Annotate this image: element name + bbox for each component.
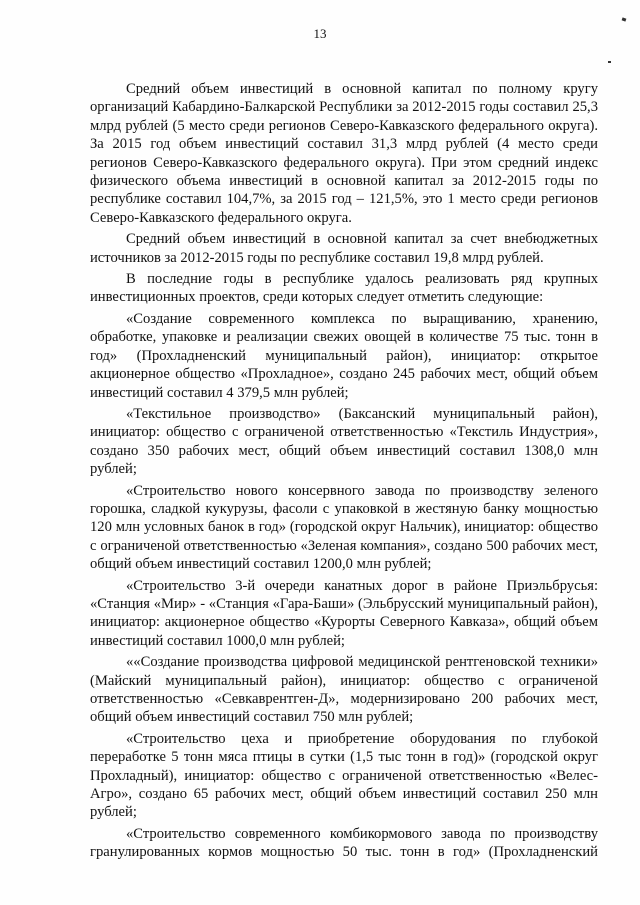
paragraph-extrabudgetary: Средний объем инвестиций в основной капитал за счет внебюджетных источников за 2012-2015 годы по республике составил 19,8 млрд рублей. [90, 231, 598, 266]
scan-mark [608, 61, 611, 63]
paragraph-project-cable-cars: «Строительство 3-й очереди канатных дорог в районе Приэльбрусья: «Станция «Мир» - «Станция «Гара-Баши» (Эльбрусский муниципальный район), инициатор: акционерное общество «Курорты Северного Кавказа», общий объем инвестиций составил 1000,0 млн рублей; [90, 577, 598, 649]
body-text [90, 80, 598, 865]
paragraph-investment-summary: Средний объем инвестиций в основной капитал по полному кругу организаций Кабардино-Балкарской Республики за 2012-2015 годы составил 25,3 млрд рублей (5 место среди регионов Северо-Кавказского федерального округа). За 2015 год объем инвестиций составил 31,3 млрд рублей (4 место среди регионов Северо-Кавказского федерального округа). При этом средний индекс физического объема инвестиций в основной капитал за 2012-2015 годы по республике составил 104,7%, за 2015 год – 121,5%, это 1 место среди регионов Северо-Кавказского федерального округа. [90, 81, 598, 226]
paragraph-project-feed-mill: «Строительство современного комбикормового завода по производству гранулированных кормов мощностью 50 тыс. тонн в год» (Прохладненский [90, 825, 598, 861]
paragraph-projects-intro: В последние годы в республике удалось реализовать ряд крупных инвестиционных проектов, среди которых следует отметить следующие: [90, 271, 598, 306]
page-number: 13 [313, 26, 327, 41]
scan-mark [622, 17, 627, 21]
paragraph-project-cannery: «Строительство нового консервного завода по производству зеленого горошка, сладкой кукурузы, фасоли с упаковкой в жестяную банку мощностью 120 млн условных банок в год» (городской округ Нальчик), инициатор: общество с ограниченой ответственностью «Зеленая компания», создано 500 рабочих мест, общий объем инвестиций составил 1200,0 млн рублей; [90, 482, 598, 573]
paragraph-project-xray: ««Создание производства цифровой медицинской рентгеновской техники» (Майский муниципальный район), инициатор: общество с ограниченой ответственностью «Севкаврентген-Д», модернизировано 200 рабочих мест, общий объем инвестиций составил 750 млн рублей; [90, 654, 598, 726]
paragraph-project-textile: «Текстильное производство» (Баксанский муниципальный район), инициатор: общество с ограниченой ответственностью «Текстиль Индустрия», создано 350 рабочих мест, общий объем инвестиций составил 1308,0 млн рублей; [90, 405, 598, 478]
paragraph-project-poultry: «Строительство цеха и приобретение оборудования по глубокой переработке 5 тонн мяса птицы в сутки (1,5 тыс тонн в год)» (городской округ Прохладный), инициатор: общество с ограниченой ответственностью «Велес-Агро», создано 65 рабочих мест, общий объем инвестиций составил 250 млн рублей; [90, 730, 598, 821]
paragraph-project-vegetables: «Создание современного комплекса по выращиванию, хранению, обработке, упаковке и реализации свежих овощей в количестве 75 тыс. тонн в год» (Прохладненский муниципальный район), инициатор: открытое акционерное общество «Прохладное», создано 245 рабочих мест, общий объем инвестиций составил 4 379,5 млн рублей; [90, 310, 598, 401]
